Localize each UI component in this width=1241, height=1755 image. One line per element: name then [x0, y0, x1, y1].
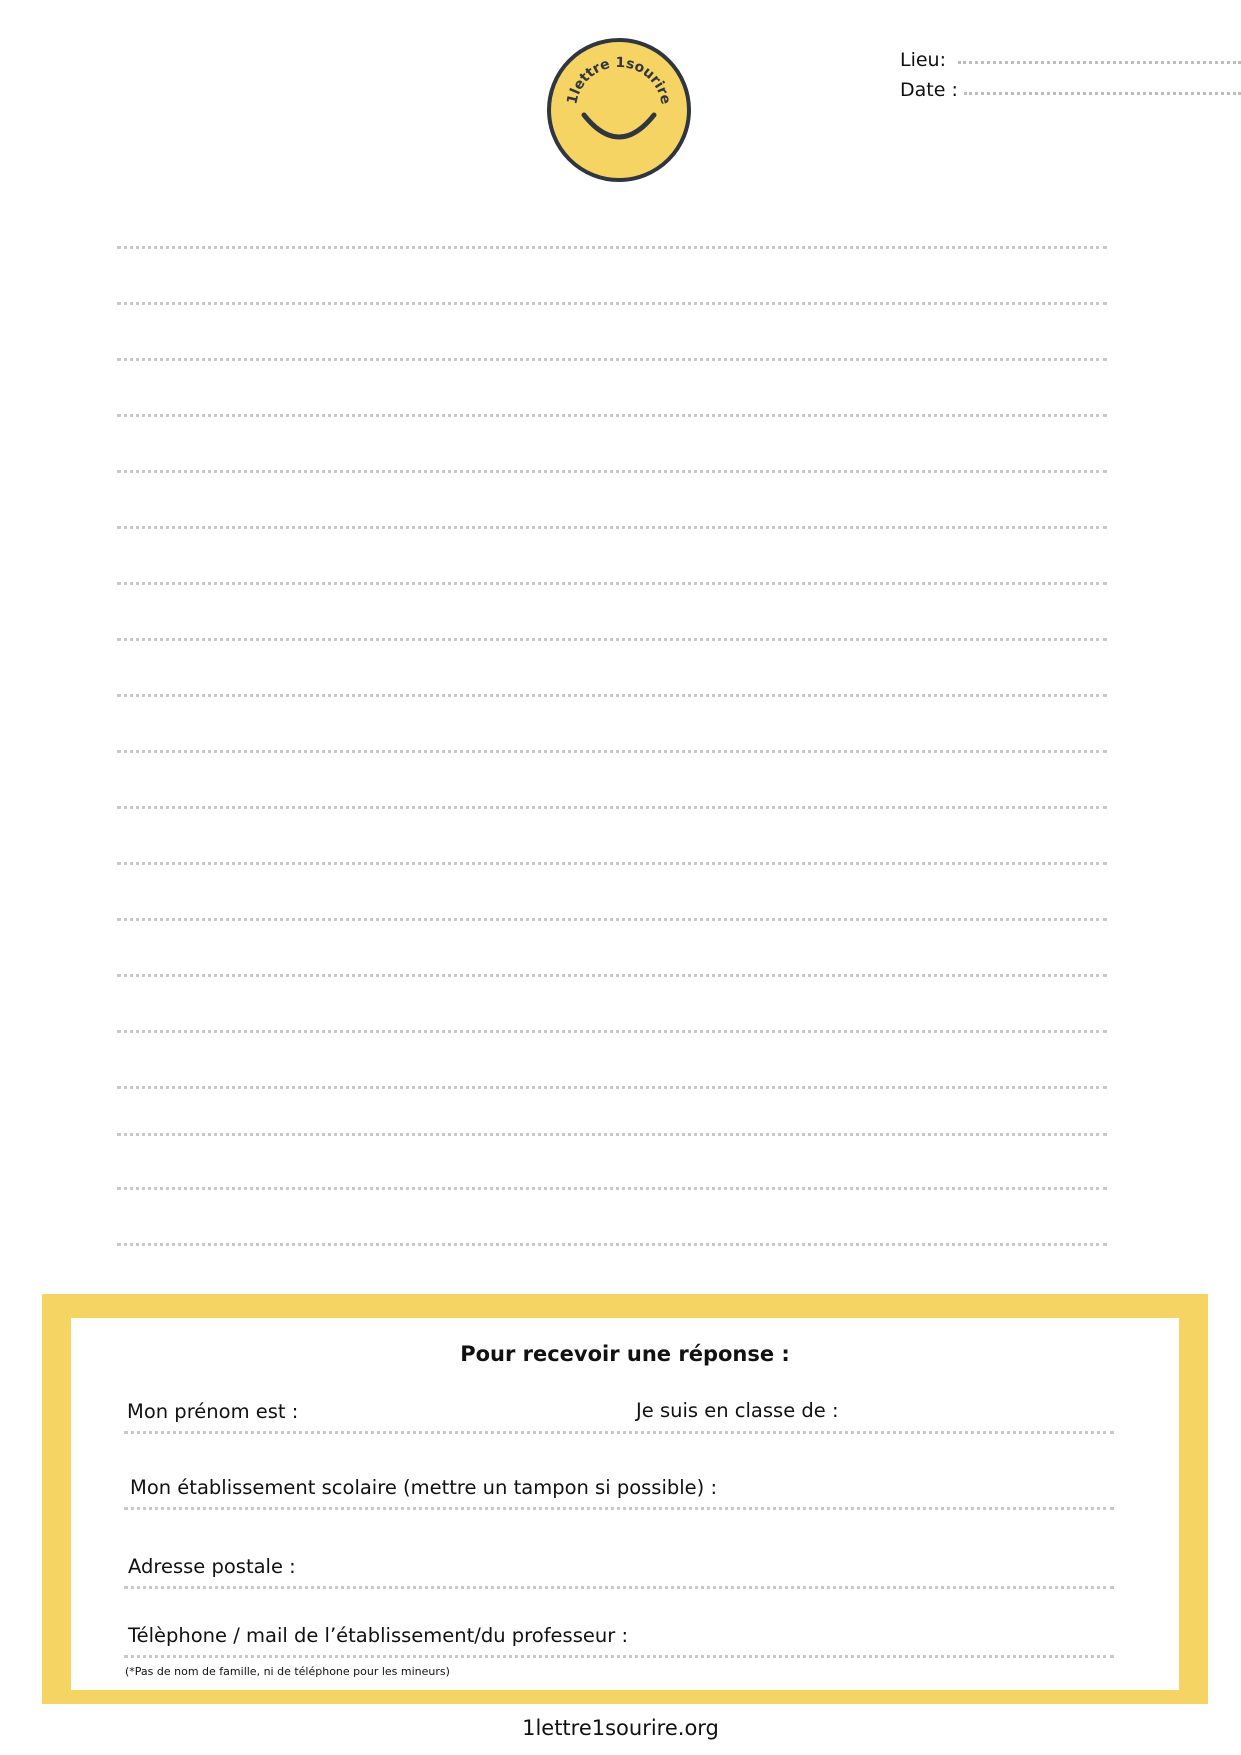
writing-line[interactable]	[117, 414, 1107, 417]
date-label: Date :	[900, 79, 958, 101]
class-label: Je suis en classe de :	[636, 1399, 839, 1422]
logo-text: 1lettre 1sourire	[564, 54, 674, 106]
reply-form-frame	[42, 1294, 1208, 1704]
place-label: Lieu:	[900, 49, 946, 71]
writing-line[interactable]	[117, 806, 1107, 809]
writing-line[interactable]	[117, 638, 1107, 641]
writing-line[interactable]	[117, 1243, 1107, 1246]
contact-field[interactable]	[124, 1655, 1114, 1658]
footnote: (*Pas de nom de famille, ni de téléphone pour les mineurs)	[125, 1665, 450, 1678]
writing-line[interactable]	[117, 974, 1107, 977]
writing-line[interactable]	[117, 582, 1107, 585]
writing-line[interactable]	[117, 862, 1107, 865]
writing-line[interactable]	[117, 358, 1107, 361]
school-label: Mon établissement scolaire (mettre un tampon si possible) :	[130, 1476, 718, 1499]
writing-line[interactable]	[117, 918, 1107, 921]
first-name-class-field[interactable]	[124, 1431, 1114, 1434]
contact-label: Télèphone / mail de l’établissement/du professeur :	[128, 1624, 629, 1647]
writing-line[interactable]	[117, 750, 1107, 753]
address-field[interactable]	[124, 1586, 1114, 1589]
website-link[interactable]: 1lettre1sourire.org	[522, 1716, 719, 1740]
address-label: Adresse postale :	[128, 1555, 296, 1578]
writing-line[interactable]	[117, 1030, 1107, 1033]
reply-form	[71, 1318, 1179, 1690]
writing-line[interactable]	[117, 526, 1107, 529]
reply-form-title: Pour recevoir une réponse :	[460, 1342, 790, 1366]
writing-line[interactable]	[117, 1086, 1107, 1089]
first-name-label: Mon prénom est :	[127, 1400, 299, 1423]
writing-line[interactable]	[117, 470, 1107, 473]
school-field[interactable]	[124, 1507, 1114, 1510]
writing-line[interactable]	[117, 302, 1107, 305]
writing-line[interactable]	[117, 1187, 1107, 1190]
writing-line[interactable]	[117, 1133, 1107, 1136]
writing-line[interactable]	[117, 694, 1107, 697]
writing-line[interactable]	[117, 246, 1107, 249]
